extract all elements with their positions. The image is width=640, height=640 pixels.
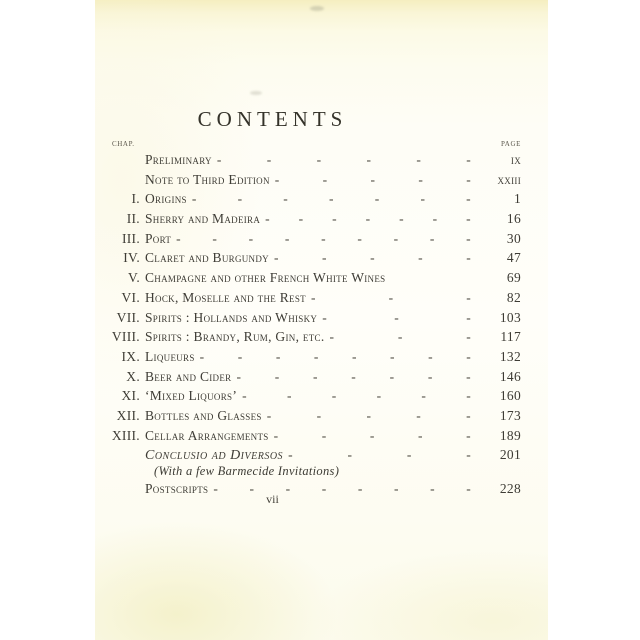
leader-dash: - (428, 348, 433, 364)
chapter-title: Spirits : Hollands and Whisky (145, 309, 318, 325)
leader-dash: - (322, 171, 328, 187)
leader-dash: - (369, 427, 375, 443)
leader-dash: - (466, 191, 471, 207)
toc-row (106, 288, 521, 308)
folio-page-number: vii (266, 492, 279, 506)
leader-dash: - (374, 191, 380, 207)
chapter-title: Beer and Cider (145, 368, 232, 384)
toc-row (106, 445, 521, 465)
dash-leader (262, 406, 479, 426)
leader-dash: - (274, 368, 280, 384)
dash-leader (325, 327, 480, 347)
chapter-numeral: III. (121, 230, 140, 246)
chapter-title: Spirits : Brandy, Rum, Gin, etc. (145, 329, 325, 345)
leader-dash: - (430, 481, 435, 496)
leader-dash: - (249, 481, 255, 496)
leader-dash: - (274, 171, 280, 187)
leader-dash: - (322, 250, 327, 266)
chapter-numeral: X. (126, 368, 140, 384)
toc-rows (106, 150, 521, 499)
chapter-page-number: 189 (499, 427, 521, 443)
chapter-page-number: 103 (499, 309, 521, 325)
dash-leader (231, 367, 479, 387)
leader-dash: - (248, 230, 254, 246)
leader-dash: - (322, 309, 328, 325)
chapter-title: Champagne and other French White Wines (145, 270, 386, 286)
leader-dash: - (286, 388, 292, 404)
chapter-page-number: 30 (506, 230, 521, 246)
chapter-page-number: 1 (513, 191, 521, 207)
leader-dash: - (418, 171, 424, 187)
chapter-page-number: 47 (506, 250, 521, 266)
chapter-subtitle: (With a few Barmecide Invitations) (154, 464, 340, 478)
leader-dash: - (288, 447, 293, 463)
leader-dash: - (388, 289, 394, 305)
leader-dash: - (275, 348, 281, 364)
leader-dash: - (421, 388, 427, 404)
chapter-numeral: XI. (121, 388, 140, 404)
chapter-numeral: VII. (116, 309, 140, 325)
leader-dash: - (399, 211, 404, 227)
leader-dash: - (273, 250, 279, 266)
leader-dash: - (321, 230, 326, 246)
leader-dash: - (213, 481, 219, 496)
leader-dash: - (466, 447, 471, 463)
chapter-title: Conclusio ad Diversos (145, 448, 284, 464)
leader-dash: - (466, 407, 471, 423)
leader-dash: - (273, 427, 279, 443)
leader-dash: - (393, 230, 399, 246)
dash-leader (283, 445, 479, 465)
leader-dash: - (406, 447, 412, 463)
leader-dash: - (420, 191, 426, 207)
leader-dash: - (466, 250, 471, 266)
toc-row (106, 308, 521, 328)
leader-dash: - (397, 329, 403, 345)
toc-row (106, 268, 521, 288)
dash-leader (269, 248, 479, 268)
leader-dash: - (351, 368, 357, 384)
chapter-title: Claret and Burgundy (145, 250, 269, 266)
leader-dash: - (316, 152, 322, 167)
page-title: CONTENTS (197, 107, 348, 131)
chapter-title: Hock, Moselle and the Rest (145, 289, 306, 305)
chapter-title: Liqueurs (145, 348, 195, 364)
dash-leader (260, 209, 479, 229)
leader-dash: - (351, 348, 357, 364)
leader-dash: - (466, 309, 471, 325)
leader-dash: - (216, 152, 222, 167)
toc-row (106, 189, 521, 209)
leader-dash: - (237, 191, 243, 207)
leader-dash: - (332, 211, 337, 227)
leader-dash: - (298, 211, 304, 227)
dash-leader (306, 288, 479, 308)
chapter-title: Sherry and Madeira (145, 211, 261, 227)
leader-dash: - (329, 191, 334, 207)
leader-dash: - (366, 152, 372, 167)
leader-dash: - (466, 427, 471, 443)
leader-dash: - (237, 348, 243, 364)
chapter-numeral: IX. (121, 348, 140, 364)
leader-dash: - (310, 289, 316, 305)
leader-dash: - (432, 211, 438, 227)
dash-leader (317, 308, 479, 328)
chapter-title: Cellar Arrangements (145, 427, 269, 443)
leader-dash: - (321, 481, 327, 496)
leader-dash: - (427, 368, 433, 384)
chapter-numeral: II. (126, 211, 140, 227)
leader-dash: - (466, 171, 471, 187)
leader-dash: - (416, 152, 422, 167)
leader-dash: - (347, 447, 353, 463)
leader-dash: - (418, 250, 423, 266)
page-paper (95, 0, 548, 640)
leader-dash: - (357, 481, 363, 496)
leader-dash: - (393, 481, 399, 496)
page-column-label: PAGE (500, 140, 521, 148)
dash-leader (270, 170, 479, 190)
toc-row (106, 386, 521, 406)
chapter-numeral: V. (128, 270, 140, 286)
leader-dash: - (191, 191, 197, 207)
leader-dash: - (466, 152, 471, 167)
chapter-title: Port (145, 230, 172, 246)
leader-dash: - (466, 230, 471, 246)
chapter-numeral: XII. (116, 407, 140, 423)
leader-dash: - (316, 407, 322, 423)
leader-dash: - (376, 388, 382, 404)
leader-dash: - (466, 368, 471, 384)
leader-dash: - (313, 368, 318, 384)
toc-row (106, 426, 521, 446)
leader-dash: - (370, 250, 375, 266)
dash-leader (269, 426, 479, 446)
chapter-page-number: 82 (506, 289, 521, 305)
leader-dash: - (466, 329, 471, 345)
chapter-numeral: VI. (121, 289, 140, 305)
chapter-title: Postscripts (145, 481, 209, 496)
leader-dash: - (416, 407, 422, 423)
leader-dash: - (331, 388, 337, 404)
toc-row (106, 327, 521, 347)
chapter-title: ‘Mixed Liquors’ (145, 388, 238, 404)
leader-dash: - (199, 348, 205, 364)
toc-row (106, 150, 521, 170)
leader-dash: - (357, 230, 363, 246)
leader-dash: - (266, 152, 272, 167)
chapter-page-number: 160 (499, 388, 521, 404)
chapter-title: Preliminary (145, 152, 212, 167)
chapter-page-number: 132 (499, 348, 521, 364)
dash-leader (187, 189, 479, 209)
leader-dash: - (390, 348, 395, 364)
leader-dash: - (212, 230, 218, 246)
leader-dash: - (370, 171, 376, 187)
chapter-title: Bottles and Glasses (145, 407, 262, 423)
column-header (106, 139, 521, 150)
leader-dash: - (466, 211, 471, 227)
toc-row (106, 367, 521, 387)
chapter-page-number: 117 (500, 329, 521, 345)
dash-leader (195, 347, 479, 367)
chapter-numeral: I. (131, 191, 140, 207)
leader-dash: - (266, 407, 272, 423)
chapter-numeral: IV. (123, 250, 140, 266)
leader-dash: - (265, 211, 270, 227)
leader-dash: - (366, 407, 372, 423)
chapter-numeral: VIII. (111, 329, 140, 345)
toc-row (106, 209, 521, 229)
chapter-page-number: 69 (506, 270, 521, 286)
toc-row (106, 347, 521, 367)
chapter-page-number: ix (510, 152, 521, 167)
leader-dash: - (313, 348, 319, 364)
leader-dash: - (321, 427, 327, 443)
chap-column-label: CHAP. (112, 140, 135, 148)
leader-dash: - (389, 368, 395, 384)
chapter-page-number: xxiii (497, 171, 521, 187)
chapter-title: Note to Third Edition (145, 171, 270, 187)
leader-dash: - (394, 309, 399, 325)
dash-leader (171, 229, 479, 249)
leader-dash: - (176, 230, 181, 246)
leader-dash: - (429, 230, 435, 246)
chapter-page-number: 173 (499, 407, 521, 423)
leader-dash: - (284, 230, 290, 246)
chapter-page-number: 146 (499, 368, 521, 384)
toc-row (106, 229, 521, 249)
leader-dash: - (283, 191, 289, 207)
leader-dash: - (242, 388, 247, 404)
leader-dash: - (236, 368, 242, 384)
leader-dash: - (365, 211, 371, 227)
chapter-page-number: 16 (506, 211, 521, 227)
leader-dash: - (285, 481, 291, 496)
leader-dash: - (466, 289, 471, 305)
leader-dash: - (418, 427, 423, 443)
chapter-title: Origins (145, 191, 187, 207)
leader-dash: - (329, 329, 335, 345)
leader-dash: - (466, 348, 471, 364)
dash-leader (212, 150, 479, 170)
toc-row (106, 406, 521, 426)
dash-leader (237, 386, 479, 406)
chapter-page-number: 228 (499, 481, 521, 496)
leader-dash: - (466, 481, 471, 496)
leader-dash: - (466, 388, 471, 404)
chapter-page-number: 201 (499, 447, 521, 463)
type-area (106, 0, 521, 640)
chapter-numeral: XIII. (111, 427, 140, 443)
toc-row (106, 248, 521, 268)
toc-row (106, 170, 521, 190)
